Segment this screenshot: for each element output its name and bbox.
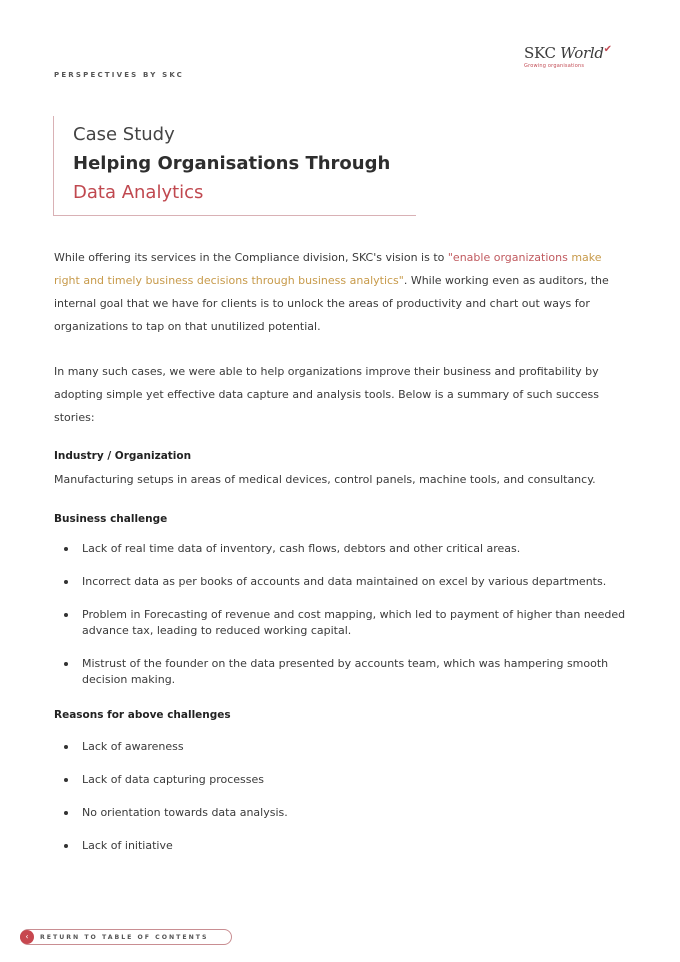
intro-text-2: . While working even as auditors, the internal goal that we have for clients is to unlock the areas of productivity and chart out ways for organizations to tap on that unutilized potential.: [54, 274, 609, 333]
intro-text-1: While offering its services in the Compliance division, SKC's vision is to: [54, 251, 448, 264]
intro-paragraph: [54, 246, 626, 338]
vision-quote-2: make right and timely business decisions through business analytics": [54, 251, 602, 287]
logo-world: World: [560, 44, 604, 62]
list-item: Lack of awareness: [54, 739, 626, 755]
industry-heading: Industry / Organization: [54, 450, 192, 462]
page-title: Helping Organisations Through: [73, 153, 391, 174]
summary-paragraph: In many such cases, we were able to help organizations improve their business and profitability by adopting simple yet effective data capture and analysis tools. Below is a summary of such success stories:: [54, 365, 599, 424]
logo-brand: SKC: [524, 44, 556, 62]
list-item: Mistrust of the founder on the data presented by accounts team, which was hampering smooth decision making.: [54, 656, 626, 688]
skc-world-logo: [524, 44, 628, 69]
reasons-heading: Reasons for above challenges: [54, 709, 231, 721]
title-kicker: Case Study: [73, 124, 175, 145]
list-item: Incorrect data as per books of accounts and data maintained on excel by various departments.: [54, 574, 626, 590]
list-item: Lack of real time data of inventory, cash flows, debtors and other critical areas.: [54, 541, 626, 557]
logo-tagline: Growing organisations: [524, 63, 585, 69]
article-body: [54, 246, 626, 854]
list-item: Problem in Forecasting of revenue and cost mapping, which led to payment of higher than needed advance tax, leading to reduced working capital.: [54, 607, 626, 639]
page-subtitle: Data Analytics: [73, 182, 204, 203]
business-challenge-heading: Business challenge: [54, 513, 168, 525]
list-item: Lack of data capturing processes: [54, 772, 626, 788]
list-item: No orientation towards data analysis.: [54, 805, 626, 821]
list-item: Lack of initiative: [54, 838, 626, 854]
logo-checkmark-icon: ✔: [603, 44, 612, 55]
reasons-list: [54, 739, 626, 854]
return-to-toc-label: RETURN TO TABLE OF CONTENTS: [40, 933, 209, 941]
section-eyebrow: PERSPECTIVES BY SKC: [54, 71, 184, 79]
industry-text: Manufacturing setups in areas of medical devices, control panels, machine tools, and consultancy.: [54, 473, 596, 486]
arrow-left-icon: ‹: [20, 930, 34, 944]
business-challenge-list: [54, 541, 626, 688]
vision-quote-1: "enable organizations: [447, 251, 568, 264]
title-block: [53, 116, 416, 216]
return-to-toc-button[interactable]: [20, 929, 232, 945]
